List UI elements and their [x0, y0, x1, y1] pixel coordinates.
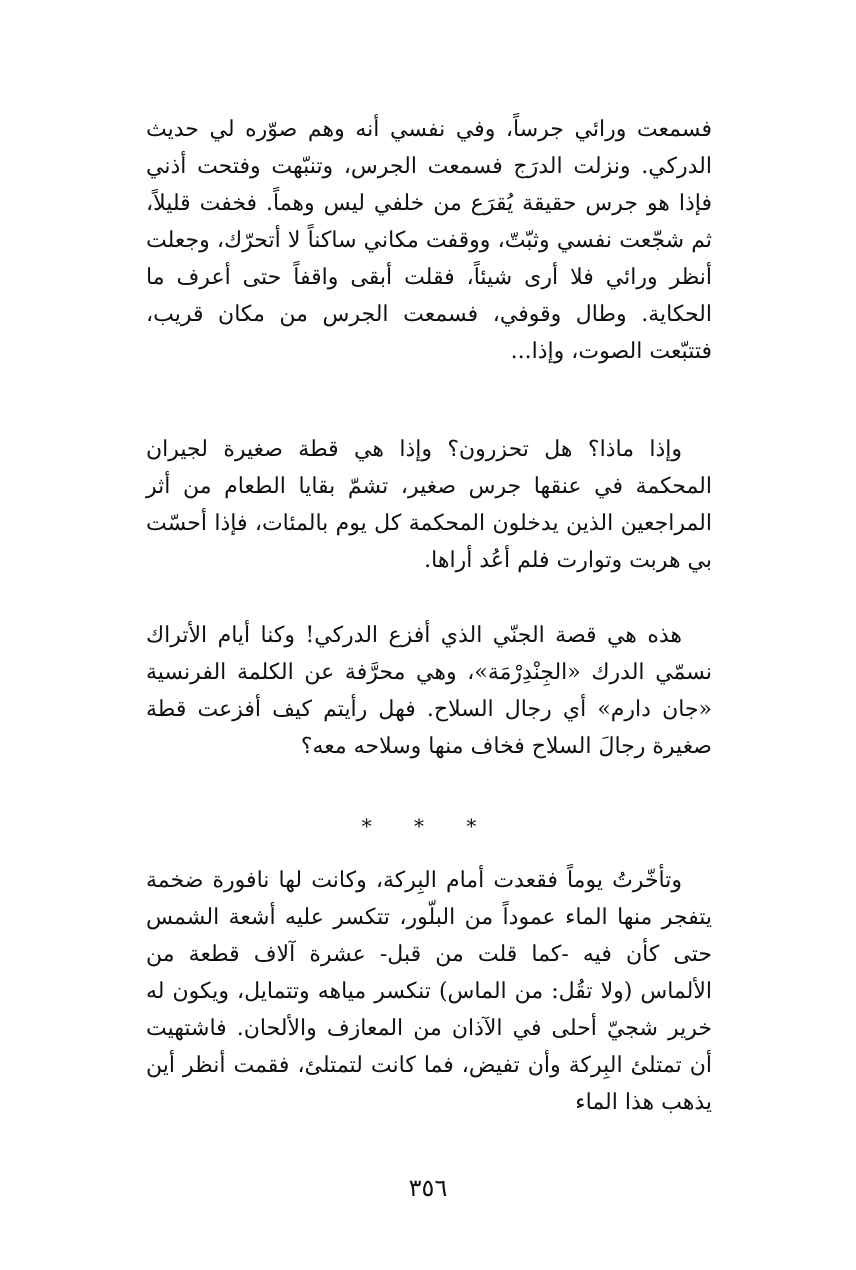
paragraph-bell-sound: فسمعت ورائي جرساً، وفي نفسي أنه وهم صوّره لي حديث الدركي. ونزلت الدرَج فسمعت الجرس، وتنبّهت وفتحت أذني فإذا هو جرس حقيقة يُقرَع من خلفي ليس وهماً. فخفت قليلاً، ثم شجّعت نفسي وثبّتّ، ووقفت مكاني ساكناً لا أتحرّك، وجعلت أنظر ورائي فلا أرى شيئاً، فقلت أبقى واقفاً حتى أعرف ما الحكاية. وطال وقوفي، فسمعت الجرس من مكان قريب، فتتبّعت الصوت، وإذا...: [146, 117, 712, 364]
paragraph-jinn-story: هذه هي قصة الجنّي الذي أفزع الدركي! وكنا أيام الأتراك نسمّي الدرك «الجِنْدِرْمَة»، وهي محرَّفة عن الكلمة الفرنسية «جان دارم» أي رجال السلاح. فهل رأيتم كيف أفزعت قطة صغيرة رجالَ السلاح فخاف منها وسلاحه معه؟: [146, 623, 712, 759]
paragraph-fountain: وتأخّرتُ يوماً فقعدت أمام البِركة، وكانت لها نافورة ضخمة يتفجر منها الماء عموداً من البلّور، تتكسر عليه أشعة الشمس حتى كأن فيه -كما قلت من قبل- عشرة آلاف قطعة من الألماس (ولا تقُل: من الماس) تنكسر مياهه وتتمايل، ويكون له خرير شجيّ أحلى في الآذان من المعازف والألحان. فاشتهيت أن تمتلئ البِركة وأن تفيض، فما كانت لتمتلئ، فقمت أنظر أين يذهب هذا الماء: [146, 868, 712, 1115]
page-number: ٣٥٦: [408, 1174, 448, 1202]
paragraph-cat-reveal: وإذا ماذا؟ هل تحزرون؟ وإذا هي قطة صغيرة لجيران المحكمة في عنقها جرس صغير، تشمّ بقايا الطعام من أثر المراجعين الذين يدخلون المحكمة كل يوم بالمئات، فإذا أحسّت بي هربت وتوارت فلم أعُد أراها.: [146, 437, 712, 573]
section-separator: * * *: [361, 814, 495, 838]
